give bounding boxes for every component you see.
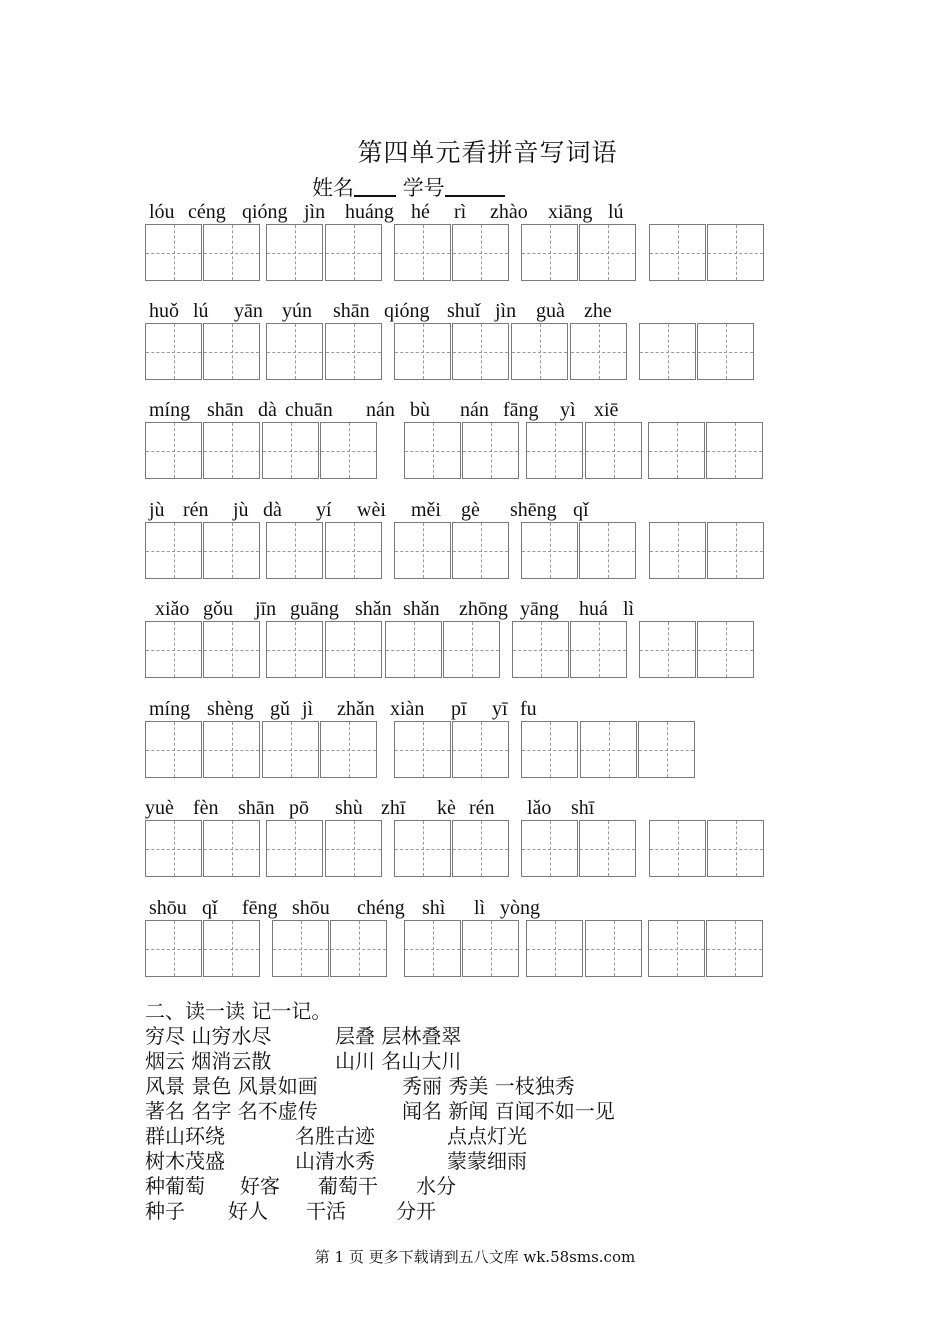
pinyin-syllable: qióng (384, 300, 430, 322)
word-group: 群山环绕 (145, 1124, 225, 1148)
writing-cell[interactable] (639, 323, 696, 380)
writing-cell[interactable] (145, 224, 202, 281)
writing-cell[interactable] (649, 820, 706, 877)
word-group: 名胜古迹 (295, 1124, 375, 1148)
writing-cell[interactable] (145, 621, 202, 678)
pinyin-syllable: jù (233, 499, 249, 521)
pinyin-syllable: lǎo (527, 797, 552, 819)
pinyin-syllable: fēng (242, 897, 278, 919)
pinyin-syllable: céng (188, 201, 226, 223)
pinyin-syllable: dà (263, 499, 282, 521)
pinyin-syllable: nán (460, 399, 489, 421)
pinyin-syllable: rén (183, 499, 209, 521)
pinyin-syllable: lì (474, 897, 486, 919)
writing-cell[interactable] (203, 920, 260, 977)
pinyin-syllable: yuè (145, 797, 174, 819)
writing-cell[interactable] (203, 721, 260, 778)
writing-cell[interactable] (330, 920, 387, 977)
writing-cell[interactable] (203, 820, 260, 877)
student-info-row (312, 172, 505, 202)
writing-cell[interactable] (585, 920, 642, 977)
word-group: 种子 (145, 1199, 185, 1223)
word-group: 穷尽 山穷水尽 (145, 1024, 272, 1048)
section-two-heading: 二、读一读 记一记。 (145, 999, 332, 1023)
pinyin-syllable: shèng (207, 698, 254, 720)
writing-cell[interactable] (648, 422, 705, 479)
writing-cell[interactable] (521, 522, 578, 579)
pinyin-syllable: shēng (510, 499, 557, 521)
pinyin-syllable: fāng (503, 399, 539, 421)
pinyin-syllable: shǎn (403, 598, 440, 620)
writing-cell[interactable] (262, 721, 319, 778)
pinyin-syllable: yān (234, 300, 263, 322)
writing-cell[interactable] (526, 422, 583, 479)
writing-cell[interactable] (272, 920, 329, 977)
word-group: 山清水秀 (295, 1149, 375, 1173)
pinyin-syllable: měi (411, 499, 441, 521)
writing-cell[interactable] (325, 820, 382, 877)
word-group: 山川 名山大川 (335, 1049, 462, 1073)
pinyin-syllable: xiàn (390, 698, 425, 720)
pinyin-syllable: jìn (495, 300, 517, 322)
writing-cell[interactable] (707, 522, 764, 579)
writing-cell[interactable] (325, 323, 382, 380)
pinyin-syllable: rì (454, 201, 467, 223)
pinyin-syllable: pō (289, 797, 309, 819)
writing-cell[interactable] (394, 323, 451, 380)
writing-cell[interactable] (579, 820, 636, 877)
writing-cell[interactable] (203, 323, 260, 380)
writing-cell[interactable] (648, 920, 705, 977)
writing-cell[interactable] (639, 621, 696, 678)
pinyin-syllable: yòng (500, 897, 540, 919)
pinyin-syllable: yāng (520, 598, 559, 620)
word-group: 烟云 烟消云散 (145, 1049, 272, 1073)
pinyin-syllable: qǐ (202, 897, 218, 919)
pinyin-syllable: shōu (149, 897, 187, 919)
word-group: 层叠 层林叠翠 (335, 1024, 462, 1048)
writing-cell[interactable] (579, 224, 636, 281)
pinyin-syllable: guà (536, 300, 565, 322)
pinyin-syllable: yī (492, 698, 508, 720)
pinyin-syllable: shōu (292, 897, 330, 919)
writing-cell[interactable] (394, 820, 451, 877)
pinyin-syllable: yì (560, 399, 576, 421)
writing-cell[interactable] (452, 721, 509, 778)
writing-cell[interactable] (203, 224, 260, 281)
pinyin-syllable: jù (149, 499, 165, 521)
writing-cell[interactable] (512, 621, 569, 678)
pinyin-syllable: jīn (255, 598, 277, 620)
word-group: 好人 (228, 1199, 268, 1223)
writing-cell[interactable] (462, 920, 519, 977)
writing-cell[interactable] (443, 621, 500, 678)
writing-cell[interactable] (452, 820, 509, 877)
pinyin-syllable: shān (238, 797, 275, 819)
writing-cell[interactable] (580, 721, 637, 778)
pinyin-syllable: zhǎn (337, 698, 375, 720)
pinyin-syllable: zhōng (459, 598, 508, 620)
writing-cell[interactable] (145, 820, 202, 877)
word-group: 秀丽 秀美 一枝独秀 (402, 1074, 575, 1098)
pinyin-syllable: jì (302, 698, 314, 720)
writing-cell[interactable] (452, 323, 509, 380)
word-group: 干活 (306, 1199, 346, 1223)
writing-cell[interactable] (649, 522, 706, 579)
word-group: 蒙蒙细雨 (447, 1149, 527, 1173)
word-group: 葡萄干 (318, 1174, 378, 1198)
writing-cell[interactable] (203, 522, 260, 579)
pinyin-syllable: shī (571, 797, 595, 819)
pinyin-syllable: huǒ (149, 300, 179, 322)
pinyin-syllable: shān (333, 300, 370, 322)
word-group: 树木茂盛 (145, 1149, 225, 1173)
writing-cell[interactable] (266, 224, 323, 281)
pinyin-syllable: rén (469, 797, 495, 819)
writing-cell[interactable] (521, 820, 578, 877)
pinyin-syllable: hé (411, 201, 430, 223)
pinyin-syllable: kè (437, 797, 456, 819)
pinyin-syllable: zhe (584, 300, 612, 322)
pinyin-syllable: pī (451, 698, 467, 720)
pinyin-syllable: lì (623, 598, 635, 620)
writing-cell[interactable] (203, 621, 260, 678)
word-group: 好客 (240, 1174, 280, 1198)
pinyin-syllable: bù (410, 399, 430, 421)
pinyin-syllable: shǎn (355, 598, 392, 620)
pinyin-syllable: huáng (345, 201, 394, 223)
pinyin-syllable: dà (258, 399, 277, 421)
writing-cell[interactable] (638, 721, 695, 778)
writing-cell[interactable] (266, 820, 323, 877)
pinyin-syllable: gǒu (203, 598, 233, 620)
writing-cell[interactable] (462, 422, 519, 479)
writing-cell[interactable] (570, 323, 627, 380)
pinyin-syllable: zhào (490, 201, 528, 223)
writing-cell[interactable] (404, 422, 461, 479)
pinyin-syllable: shuǐ (447, 300, 481, 322)
writing-cell[interactable] (697, 621, 754, 678)
writing-cell[interactable] (385, 621, 442, 678)
pinyin-syllable: guāng (290, 598, 339, 620)
pinyin-syllable: míng (149, 399, 191, 421)
writing-cell[interactable] (394, 522, 451, 579)
writing-cell[interactable] (262, 422, 319, 479)
writing-cell[interactable] (320, 422, 377, 479)
writing-cell[interactable] (521, 721, 578, 778)
writing-cell[interactable] (585, 422, 642, 479)
pinyin-syllable: yún (282, 300, 312, 322)
pinyin-syllable: huá (579, 598, 608, 620)
word-group: 分开 (396, 1199, 436, 1223)
writing-cell[interactable] (325, 522, 382, 579)
writing-cell[interactable] (707, 224, 764, 281)
writing-cell[interactable] (452, 224, 509, 281)
pinyin-syllable: shì (422, 897, 446, 919)
writing-cell[interactable] (521, 224, 578, 281)
pinyin-syllable: shān (207, 399, 244, 421)
pinyin-syllable: fèn (193, 797, 219, 819)
pinyin-syllable: lú (193, 300, 209, 322)
pinyin-syllable: wèi (357, 499, 386, 521)
pinyin-syllable: shù (335, 797, 363, 819)
writing-cell[interactable] (697, 323, 754, 380)
writing-cell[interactable] (579, 522, 636, 579)
pinyin-syllable: gè (461, 499, 480, 521)
pinyin-syllable: lóu (149, 201, 175, 223)
writing-cell[interactable] (145, 422, 202, 479)
writing-cell[interactable] (570, 621, 627, 678)
writing-cell[interactable] (511, 323, 568, 380)
word-group: 水分 (416, 1174, 456, 1198)
writing-cell[interactable] (526, 920, 583, 977)
word-group: 种葡萄 (145, 1174, 205, 1198)
writing-cell[interactable] (325, 224, 382, 281)
writing-cell[interactable] (203, 422, 260, 479)
page-title: 第四单元看拼音写词语 (357, 138, 618, 167)
writing-cell[interactable] (706, 422, 763, 479)
writing-cell[interactable] (145, 920, 202, 977)
number-label: 学号 (402, 176, 445, 200)
word-group: 著名 名字 名不虚传 (145, 1099, 318, 1123)
pinyin-syllable: chéng (357, 897, 405, 919)
writing-cell[interactable] (266, 522, 323, 579)
pinyin-syllable: xiē (594, 399, 619, 421)
pinyin-syllable: xiǎo (155, 598, 190, 620)
writing-cell[interactable] (266, 323, 323, 380)
number-blank[interactable] (445, 175, 505, 197)
pinyin-syllable: nán (366, 399, 395, 421)
writing-cell[interactable] (452, 522, 509, 579)
pinyin-syllable: qióng (242, 201, 288, 223)
pinyin-syllable: lú (608, 201, 624, 223)
writing-cell[interactable] (320, 721, 377, 778)
writing-cell[interactable] (649, 224, 706, 281)
pinyin-syllable: qǐ (573, 499, 589, 521)
writing-cell[interactable] (145, 721, 202, 778)
writing-cell[interactable] (707, 820, 764, 877)
writing-cell[interactable] (394, 224, 451, 281)
pinyin-syllable: zhī (381, 797, 406, 819)
word-group: 点点灯光 (447, 1124, 527, 1148)
name-label: 姓名 (312, 176, 354, 200)
pinyin-syllable: fu (520, 698, 537, 720)
writing-cell[interactable] (266, 621, 323, 678)
writing-cell[interactable] (145, 522, 202, 579)
pinyin-syllable: chuān (285, 399, 333, 421)
pinyin-syllable: míng (149, 698, 191, 720)
name-blank[interactable] (354, 175, 396, 197)
page-footer: 第 1 页 更多下载请到五八文库 wk.58sms.com (314, 1248, 636, 1266)
pinyin-syllable: gǔ (270, 698, 290, 720)
pinyin-syllable: xiāng (548, 201, 593, 223)
pinyin-syllable: jìn (304, 201, 326, 223)
writing-cell[interactable] (325, 621, 382, 678)
word-group: 风景 景色 风景如画 (145, 1074, 318, 1098)
writing-cell[interactable] (145, 323, 202, 380)
writing-cell[interactable] (706, 920, 763, 977)
writing-cell[interactable] (404, 920, 461, 977)
writing-cell[interactable] (394, 721, 451, 778)
pinyin-syllable: yí (316, 499, 332, 521)
word-group: 闻名 新闻 百闻不如一见 (402, 1099, 615, 1123)
